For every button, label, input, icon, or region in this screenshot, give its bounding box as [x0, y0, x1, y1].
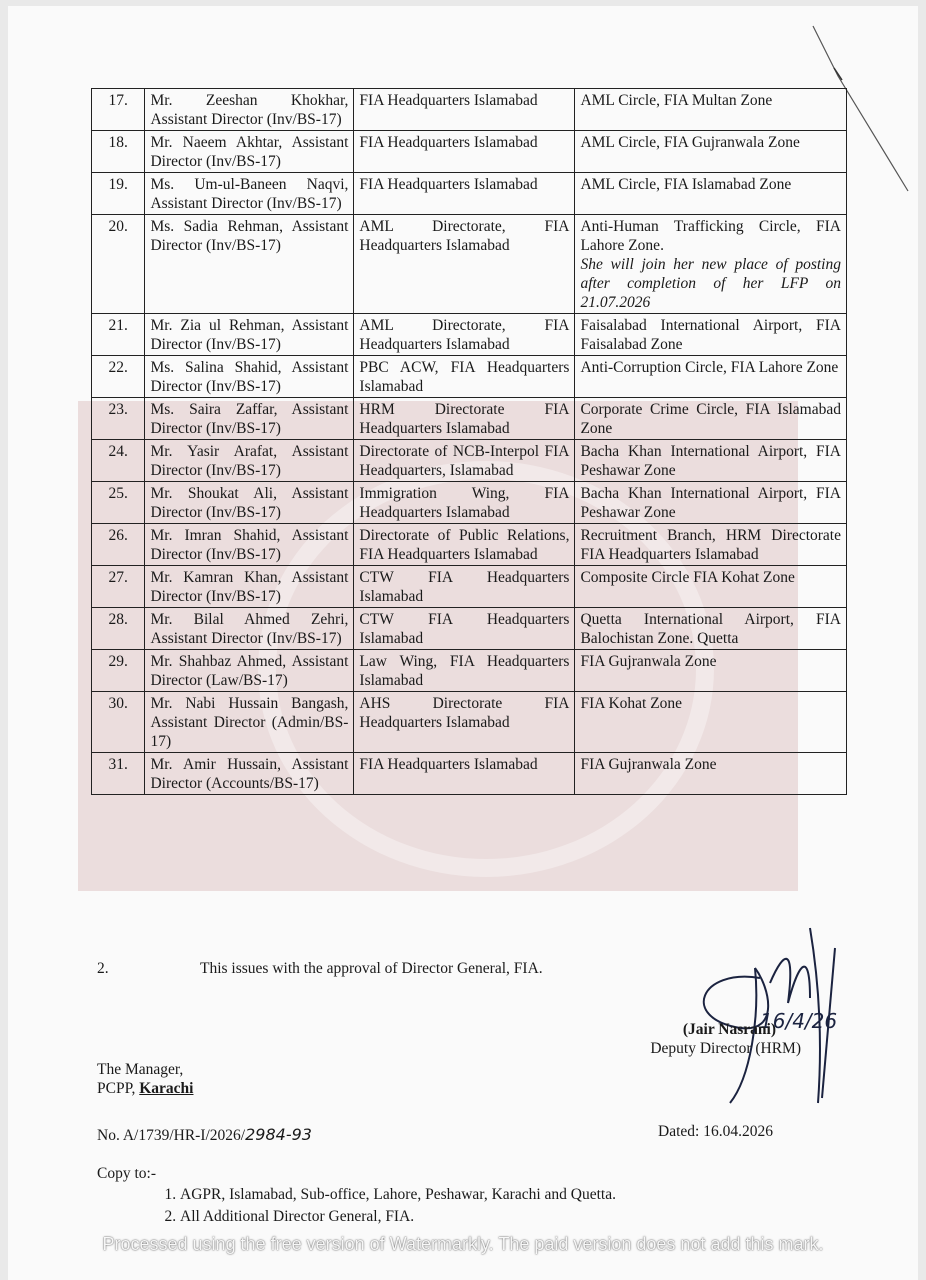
approval-text: This issues with the approval of Director General, FIA.	[200, 960, 543, 977]
addressee-office: PCPP,	[97, 1080, 140, 1097]
posted-from-cell	[354, 398, 575, 440]
posted-from-cell	[354, 215, 575, 314]
posted-from-cell	[354, 482, 575, 524]
posted-to-cell-text: FIA Gujranwala Zone	[580, 756, 717, 773]
posted-to-cell	[575, 314, 847, 356]
officer-name-cell	[145, 131, 354, 173]
signatory-block	[636, 1020, 801, 1058]
officer-name-cell-text: Mr. Yasir Arafat, Assistant Director (Inv/BS-17)	[150, 443, 349, 479]
serial-number-cell	[92, 440, 145, 482]
serial-number-cell-text: 17.	[108, 92, 128, 109]
posted-from-cell-text: Directorate of Public Relations, FIA Headquarters Islamabad	[359, 527, 570, 563]
officer-name-cell	[145, 482, 354, 524]
serial-number-cell-text: 26.	[108, 527, 128, 544]
officer-name-cell	[145, 692, 354, 753]
posted-from-cell-text: CTW FIA Headquarters Islamabad	[359, 611, 570, 647]
posted-to-cell-text: AML Circle, FIA Multan Zone	[580, 92, 773, 109]
posted-to-cell	[575, 215, 847, 314]
addressee-block	[97, 1060, 193, 1098]
posted-from-cell	[354, 566, 575, 608]
posted-to-cell-text: AML Circle, FIA Islamabad Zone	[580, 176, 792, 193]
posted-to-cell	[575, 608, 847, 650]
posted-from-cell	[354, 753, 575, 795]
serial-number-cell	[92, 650, 145, 692]
posted-from-cell-text: Immigration Wing, FIA Headquarters Islamabad	[359, 485, 570, 521]
posted-from-cell-text: AML Directorate, FIA Headquarters Islamabad	[359, 218, 570, 254]
officer-name-cell	[145, 650, 354, 692]
serial-number-cell	[92, 314, 145, 356]
officer-name-cell	[145, 398, 354, 440]
posted-to-cell	[575, 89, 847, 131]
serial-number-cell	[92, 692, 145, 753]
serial-number-cell	[92, 566, 145, 608]
posted-from-cell-text: AML Directorate, FIA Headquarters Islamabad	[359, 317, 570, 353]
officer-name-cell	[145, 173, 354, 215]
posted-to-cell	[575, 482, 847, 524]
posted-from-cell	[354, 356, 575, 398]
table-row	[92, 173, 847, 215]
posted-from-cell-text: FIA Headquarters Islamabad	[359, 92, 538, 109]
posted-from-cell-text: AHS Directorate FIA Headquarters Islamabad	[359, 695, 570, 731]
list-item: 1. AGPR, Islamabad, Sub-office, Lahore, Peshawar, Karachi and Quetta.	[180, 1184, 616, 1206]
table-row	[92, 650, 847, 692]
serial-number-cell-text: 27.	[108, 569, 128, 586]
table-row	[92, 314, 847, 356]
posted-from-cell-text: PBC ACW, FIA Headquarters Islamabad	[359, 359, 570, 395]
signatory-name: (Jair Nasrani)	[682, 1021, 776, 1038]
table-row	[92, 524, 847, 566]
serial-number-cell-text: 20.	[108, 218, 128, 235]
posted-from-cell	[354, 314, 575, 356]
serial-number-cell	[92, 215, 145, 314]
serial-number-cell	[92, 753, 145, 795]
document-date: Dated: 16.04.2026	[658, 1123, 773, 1140]
officer-name-cell	[145, 608, 354, 650]
officer-name-cell-text: Mr. Zia ul Rehman, Assistant Director (Inv/BS-17)	[150, 317, 349, 353]
posted-to-cell-text: Anti-Corruption Circle, FIA Lahore Zone	[580, 359, 839, 376]
posted-from-cell-text: HRM Directorate FIA Headquarters Islamabad	[359, 401, 570, 437]
serial-number-cell-text: 18.	[108, 134, 128, 151]
officer-name-cell-text: Mr. Naeem Akhtar, Assistant Director (Inv/BS-17)	[150, 134, 349, 170]
posted-to-cell	[575, 131, 847, 173]
officer-name-cell	[145, 89, 354, 131]
serial-number-cell	[92, 131, 145, 173]
officer-name-cell	[145, 566, 354, 608]
signatory-designation: Deputy Director (HRM)	[650, 1040, 801, 1057]
reference-handwritten: 2984-93	[245, 1125, 312, 1144]
posted-from-cell	[354, 650, 575, 692]
posted-from-cell	[354, 440, 575, 482]
posted-to-cell-text: FIA Kohat Zone	[580, 695, 683, 712]
serial-number-cell	[92, 89, 145, 131]
officer-name-cell-text: Ms. Saira Zaffar, Assistant Director (Inv/BS-17)	[150, 401, 349, 437]
officer-name-cell-text: Mr. Nabi Hussain Bangash, Assistant Director (Admin/BS-17)	[150, 695, 349, 750]
posting-note: She will join her new place of posting after completion of her LFP on 21.07.2026	[580, 256, 841, 311]
serial-number-cell	[92, 608, 145, 650]
posted-from-cell-text: Directorate of NCB-Interpol FIA Headquarters, Islamabad	[359, 443, 570, 479]
serial-number-cell-text: 22.	[108, 359, 128, 376]
table-row	[92, 482, 847, 524]
posted-from-cell-text: FIA Headquarters Islamabad	[359, 134, 538, 151]
posted-from-cell-text: Law Wing, FIA Headquarters Islamabad	[359, 653, 570, 689]
table-row	[92, 398, 847, 440]
serial-number-cell	[92, 482, 145, 524]
serial-number-cell	[92, 398, 145, 440]
officer-name-cell	[145, 524, 354, 566]
reference-printed: No. A/1739/HR-I/2026/	[97, 1127, 246, 1144]
serial-number-cell-text: 29.	[108, 653, 128, 670]
officer-name-cell	[145, 753, 354, 795]
serial-number-cell-text: 24.	[108, 443, 128, 460]
officer-name-cell-text: Mr. Bilal Ahmed Zehri, Assistant Director (Inv/BS-17)	[150, 611, 349, 647]
serial-number-cell	[92, 356, 145, 398]
posted-from-cell	[354, 608, 575, 650]
table-row	[92, 356, 847, 398]
table-row	[92, 440, 847, 482]
table-row	[92, 215, 847, 314]
addressee-line-2	[97, 1079, 193, 1098]
handwritten-signature	[660, 908, 880, 1108]
officer-name-cell-text: Mr. Amir Hussain, Assistant Director (Accounts/BS-17)	[150, 756, 349, 792]
serial-number-cell-text: 19.	[108, 176, 128, 193]
officer-name-cell	[145, 314, 354, 356]
table-row	[92, 608, 847, 650]
serial-number-cell-text: 23.	[108, 401, 128, 418]
posted-from-cell-text: FIA Headquarters Islamabad	[359, 176, 538, 193]
officer-name-cell-text: Mr. Kamran Khan, Assistant Director (Inv/BS-17)	[150, 569, 349, 605]
table-row	[92, 566, 847, 608]
officer-name-cell-text: Mr. Shahbaz Ahmed, Assistant Director (Law/BS-17)	[150, 653, 349, 689]
posted-to-cell-text: AML Circle, FIA Gujranwala Zone	[580, 134, 800, 151]
watermarkly-notice: Processed using the free version of Watermarkly. The paid version does not add this mark.	[102, 1234, 824, 1254]
posted-to-cell-text: Quetta International Airport, FIA Balochistan Zone. Quetta	[580, 611, 841, 647]
posted-to-cell-text: Anti-Human Trafficking Circle, FIA Lahore Zone.	[580, 218, 841, 254]
addressee-line-1: The Manager,	[97, 1061, 184, 1078]
posted-to-cell-text: Bacha Khan International Airport, FIA Peshawar Zone	[580, 485, 841, 521]
officer-name-cell	[145, 215, 354, 314]
posted-to-cell-text: Faisalabad International Airport, FIA Faisalabad Zone	[580, 317, 841, 353]
posted-from-cell	[354, 89, 575, 131]
list-item: 2. All Additional Director General, FIA.	[180, 1206, 616, 1228]
posted-to-cell	[575, 356, 847, 398]
posted-from-cell	[354, 173, 575, 215]
serial-number-cell-text: 25.	[108, 485, 128, 502]
officer-name-cell-text: Ms. Um-ul-Baneen Naqvi, Assistant Director (Inv/BS-17)	[150, 176, 349, 212]
addressee-city: Karachi	[139, 1080, 194, 1097]
officer-name-cell	[145, 356, 354, 398]
posted-to-cell-text: FIA Gujranwala Zone	[580, 653, 717, 670]
posted-from-cell	[354, 131, 575, 173]
posted-to-cell	[575, 650, 847, 692]
serial-number-cell-text: 21.	[108, 317, 128, 334]
serial-number-cell-text: 31.	[108, 756, 128, 773]
copy-to-list	[160, 1184, 616, 1228]
posted-from-cell-text: CTW FIA Headquarters Islamabad	[359, 569, 570, 605]
postings-table	[91, 88, 847, 795]
serial-number-cell-text: 30.	[108, 695, 128, 712]
posted-from-cell	[354, 524, 575, 566]
posted-to-cell	[575, 440, 847, 482]
serial-number-cell	[92, 173, 145, 215]
posted-to-cell	[575, 566, 847, 608]
officer-name-cell-text: Mr. Zeeshan Khokhar, Assistant Director (Inv/BS-17)	[150, 92, 349, 128]
officer-name-cell-text: Mr. Imran Shahid, Assistant Director (Inv/BS-17)	[150, 527, 349, 563]
paragraph-number: 2.	[97, 960, 109, 977]
table-row	[92, 753, 847, 795]
posted-from-cell	[354, 692, 575, 753]
officer-name-cell-text: Ms. Sadia Rehman, Assistant Director (Inv/BS-17)	[150, 218, 349, 254]
posted-to-cell-text: Bacha Khan International Airport, FIA Peshawar Zone	[580, 443, 841, 479]
posted-to-cell-text: Corporate Crime Circle, FIA Islamabad Zone	[580, 401, 841, 437]
posted-to-cell	[575, 692, 847, 753]
table-row	[92, 89, 847, 131]
officer-name-cell-text: Mr. Shoukat Ali, Assistant Director (Inv/BS-17)	[150, 485, 349, 521]
signature-date: 16/4/26	[760, 1009, 838, 1033]
table-row	[92, 131, 847, 173]
posted-from-cell-text: FIA Headquarters Islamabad	[359, 756, 538, 773]
serial-number-cell	[92, 524, 145, 566]
reference-number	[97, 1125, 312, 1145]
officer-name-cell-text: Ms. Salina Shahid, Assistant Director (Inv/BS-17)	[150, 359, 349, 395]
serial-number-cell-text: 28.	[108, 611, 128, 628]
table-row	[92, 692, 847, 753]
officer-name-cell	[145, 440, 354, 482]
posted-to-cell	[575, 524, 847, 566]
posted-to-cell	[575, 173, 847, 215]
posted-to-cell	[575, 753, 847, 795]
copy-to-heading: Copy to:-	[97, 1165, 156, 1182]
posted-to-cell-text: Composite Circle FIA Kohat Zone	[580, 569, 795, 586]
posted-to-cell-text: Recruitment Branch, HRM Directorate FIA Headquarters Islamabad	[580, 527, 841, 563]
posted-to-cell	[575, 398, 847, 440]
